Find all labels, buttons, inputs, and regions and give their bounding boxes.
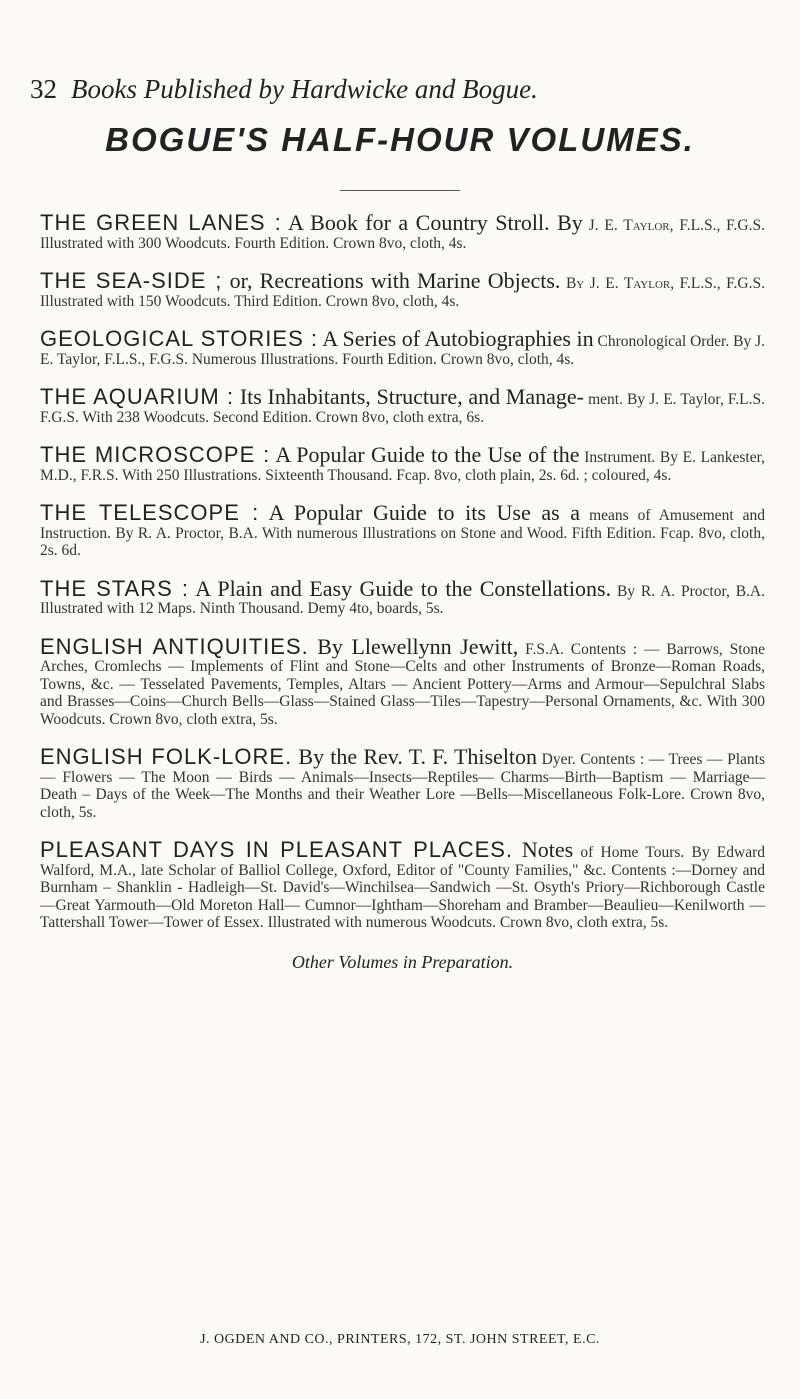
book-subtitle: or, Recreations with Marine Objects.	[222, 268, 561, 293]
book-entry	[40, 633, 765, 729]
book-details: Chronological Order. By J. E. Taylor, F.L.S., F.G.S. Numerous Illustrations. Fourth Edition. Crown 8vo, cloth, 4s.	[40, 333, 765, 368]
book-title: THE GREEN LANES :	[40, 210, 282, 235]
book-subtitle: By the Rev. T. F. Thiselton	[292, 744, 538, 769]
book-entry	[40, 268, 765, 310]
book-details: Dyer. Contents : — Trees — Plants — Flowers — The Moon — Birds — Animals—Insects—Reptiles— Charms—Birth—Baptism — Marriage— Death – Days of the Week—The Months and their Weather Lore —Bells—Miscellaneous Folk-Lore. Crown 8vo, cloth, 5s.	[40, 751, 765, 821]
book-author: By J. E. Taylor,	[565, 275, 675, 292]
book-entries	[40, 210, 766, 973]
book-title: THE MICROSCOPE :	[40, 442, 271, 467]
book-details: ment. By J. E. Taylor, F.L.S. F.G.S. With 238 Woodcuts. Second Edition. Crown 8vo, cloth extra, 6s.	[40, 391, 766, 426]
book-subtitle: A Popular Guide to its Use as a	[259, 500, 581, 525]
running-head-title: Books Published by Hardwicke and Bogue.	[71, 74, 538, 104]
book-subtitle: A Plain and Easy Guide to the Constellations.	[189, 575, 612, 601]
book-title: THE STARS :	[40, 575, 189, 601]
book-title: THE AQUARIUM :	[40, 384, 235, 409]
book-title: THE SEA-SIDE ;	[40, 268, 223, 293]
book-title: PLEASANT DAYS IN PLEASANT PLACES.	[40, 837, 514, 862]
page-number: 32	[30, 74, 57, 104]
book-title: GEOLOGICAL STORIES :	[40, 326, 318, 351]
book-subtitle: Its Inhabitants, Structure, and Manage-	[234, 384, 584, 409]
running-head	[30, 72, 770, 106]
book-subtitle: A Series of Autobiographies in	[317, 326, 594, 351]
book-subtitle: A Book for a Country Stroll. By	[281, 210, 583, 235]
book-details: F.L.S., F.G.S. Illustrated with 300 Woodcuts. Fourth Edition. Crown 8vo, cloth, 4s.	[40, 217, 765, 252]
book-details: F.S.A. Contents : — Barrows, Stone Arches, Cromlechs — Implements of Flint and Stone—Celts and other Instruments of Bronze—Roman Roads, Towns, &c. — Tesselated Pavements, Temples, Altars — Ancient Pottery—Arms and Armour—Sepulchral Slabs and Brasses—Coins—Church Bells—Glass—Stained Glass—Tiles—Tapestry—Personal Ornaments, &c. With 300 Woodcuts. Crown 8vo, cloth extra, 5s.	[40, 640, 765, 728]
book-details: By R. A. Proctor, B.A. Illustrated with 12 Maps. Ninth Thousand. Demy 4to, boards, 5s.	[40, 582, 766, 617]
title-rule	[340, 190, 460, 191]
book-subtitle: A Popular Guide to the Use of the	[270, 442, 580, 467]
book-entry	[40, 384, 766, 426]
book-title: THE TELESCOPE :	[40, 500, 260, 525]
book-entry	[40, 210, 765, 252]
other-volumes-note: Other Volumes in Preparation.	[291, 951, 514, 972]
section-title: BOGUE'S HALF-HOUR VOLUMES.	[105, 121, 695, 158]
book-title: ENGLISH ANTIQUITIES.	[40, 633, 309, 659]
book-subtitle: By Llewellynn Jewitt,	[308, 633, 519, 659]
book-entry	[40, 326, 765, 368]
book-details: of Home Tours. By Edward Walford, M.A., late Scholar of Balliol College, Oxford, Editor of "County Families," &c. Contents :—Dorney and Burnham – Shanklin - Hadleigh—St. David's—Winchilsea—Sandwich —St. Osyth's Priory—Richborough Castle—Great Yarmouth—Old Moreton Hall— Cumnor—Ightham—Shoreham and Bramber—Beaulieu—Kenilworth —Tattershall Tower—Tower of Essex. Illustrated with numerous Woodcuts. Crown 8vo, cloth extra, 5s.	[40, 844, 765, 931]
book-entry	[40, 575, 766, 618]
book-title: ENGLISH FOLK-LORE.	[40, 744, 293, 769]
book-author: J. E. Taylor,	[588, 217, 674, 234]
book-details: means of Amusement and Instruction. By R. A. Proctor, B.A. With numerous Illustrations on Stone and Wood. Fifth Edition. Fcap. 8vo, cloth, 2s. 6d.	[40, 507, 765, 559]
book-details: Instrument. By E. Lankester, M.D., F.R.S. With 250 Illustrations. Sixteenth Thousand. Fcap. 8vo, cloth plain, 2s. 6d. ; coloured, 4s.	[40, 449, 766, 484]
book-entry	[40, 500, 765, 560]
book-entry	[40, 837, 765, 932]
printer-imprint: J. OGDEN AND CO., PRINTERS, 172, ST. JOHN STREET, E.C.	[200, 1332, 600, 1347]
book-details: F.L.S., F.G.S. Illustrated with 150 Woodcuts. Third Edition. Crown 8vo, cloth, 4s.	[40, 275, 765, 310]
book-subtitle: Notes	[513, 837, 574, 862]
book-entry	[40, 744, 765, 821]
book-entry	[40, 442, 766, 484]
